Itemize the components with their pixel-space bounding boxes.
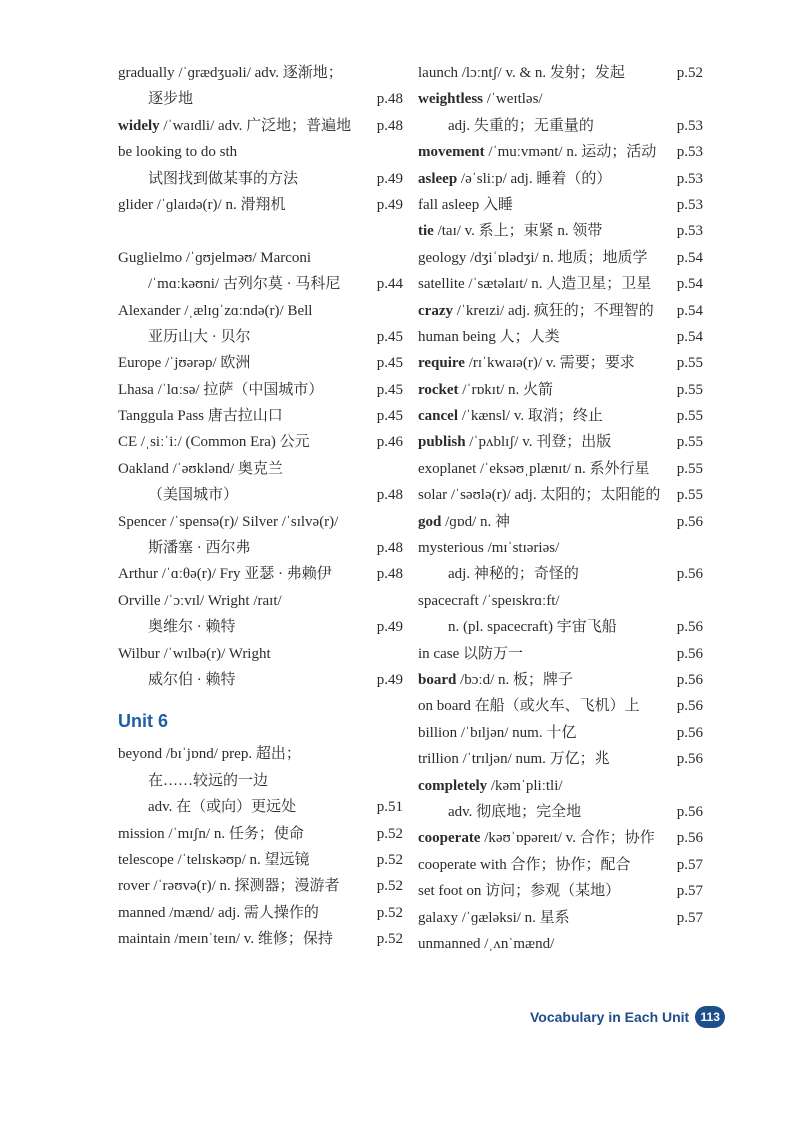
entry-text — [148, 271, 340, 297]
vocab-entry — [418, 350, 703, 376]
vocab-entry — [118, 324, 403, 350]
entry-definition: /əˈsliːp/ adj. 睡着（的） — [457, 170, 612, 187]
entry-definition: cooperate with 合作；协作；配合 — [418, 856, 631, 873]
vocab-entry — [418, 641, 703, 667]
entry-text — [418, 403, 603, 429]
entry-text — [448, 799, 581, 825]
entry-definition: 威尔伯 · 赖特 — [148, 671, 236, 688]
entry-text — [118, 377, 323, 403]
entry-text — [118, 900, 319, 926]
entry-definition: Orville /ˈɔːvɪl/ Wright /raɪt/ — [118, 592, 282, 609]
vocab-entry — [118, 873, 403, 899]
entry-text — [418, 456, 650, 482]
vocab-entry — [118, 166, 403, 192]
page-reference: p.46 — [376, 434, 403, 451]
page-reference: p.57 — [676, 883, 703, 900]
page-reference: p.52 — [376, 904, 403, 921]
vocab-entry — [418, 271, 703, 297]
entry-definition: exoplanet /ˈeksəʊˌplænɪt/ n. 系外行星 — [418, 460, 650, 477]
entry-text — [118, 847, 310, 873]
entry-definition: /ˈmuːvmənt/ n. 运动；活动 — [484, 144, 657, 161]
vocab-entry — [418, 825, 703, 851]
entry-definition: （美国城市） — [148, 487, 239, 504]
page-reference: p.48 — [376, 91, 403, 108]
entry-definition: launch /lɔːntʃ/ v. & n. 发射；发起 — [418, 65, 625, 81]
entry-definition: CE /ˌsiːˈiː/ (Common Era) 公元 — [118, 434, 310, 451]
entry-text — [418, 218, 602, 244]
page-reference: p.56 — [676, 803, 703, 820]
entry-text — [118, 192, 285, 218]
page-reference: p.55 — [676, 460, 703, 477]
entry-text — [448, 614, 617, 640]
vocab-entry — [418, 192, 703, 218]
vocab-entry — [118, 667, 403, 693]
vocab-entry — [118, 350, 403, 376]
headword: tie — [418, 223, 434, 240]
vocab-entry — [118, 614, 403, 640]
page-reference: p.56 — [676, 619, 703, 636]
vocab-entry — [418, 218, 703, 244]
headword: cancel — [418, 408, 458, 425]
vocab-entry — [118, 482, 403, 508]
vocab-entry — [118, 298, 403, 324]
entry-text — [418, 931, 554, 957]
entry-definition: adj. 神秘的；奇怪的 — [448, 566, 579, 583]
entry-definition: 奥维尔 · 赖特 — [148, 619, 236, 636]
entry-definition: human being 人；人类 — [418, 328, 560, 345]
entry-definition: n. (pl. spacecraft) 宇宙飞船 — [448, 619, 617, 636]
page-reference: p.48 — [376, 566, 403, 583]
entry-definition: glider /ˈɡlaɪdə(r)/ n. 滑翔机 — [118, 196, 286, 213]
vocab-entry — [118, 377, 403, 403]
vocab-entry — [418, 86, 703, 112]
entry-text — [148, 535, 251, 561]
entry-text — [418, 773, 563, 799]
vocab-entry — [418, 403, 703, 429]
vocab-entry — [118, 403, 403, 429]
entry-definition: solar /ˈsəʊlə(r)/ adj. 太阳的；太阳能的 — [418, 487, 661, 504]
page-reference: p.52 — [376, 851, 403, 868]
entry-definition: set foot on 访问；参观（某地） — [418, 883, 621, 900]
page-reference: p.54 — [676, 249, 703, 266]
entry-text — [418, 166, 611, 192]
vocab-entry — [418, 509, 703, 535]
entry-definition: in case 以防万一 — [418, 645, 523, 662]
headword: widely — [118, 117, 160, 134]
page-reference: p.55 — [676, 434, 703, 451]
page-reference: p.48 — [376, 117, 403, 134]
entry-text — [118, 60, 343, 86]
entry-definition: fall asleep 入睡 — [418, 196, 513, 213]
entry-definition: Spencer /ˈspensə(r)/ Silver /ˈsɪlvə(r)/ — [118, 513, 339, 530]
page-reference: p.48 — [376, 487, 403, 504]
entry-definition: unmanned /ˌʌnˈmænd/ — [418, 935, 555, 952]
vocab-entry — [118, 741, 403, 767]
footer-label: Vocabulary in Each Unit — [530, 1009, 690, 1025]
entry-text — [118, 926, 333, 952]
entry-text — [418, 482, 660, 508]
entry-definition: Alexander /ˌælɪɡˈzɑːndə(r)/ Bell — [118, 302, 313, 319]
headword: require — [418, 355, 465, 372]
entry-text — [418, 86, 543, 112]
entry-text — [418, 509, 510, 535]
page-reference: p.56 — [676, 751, 703, 768]
entry-text — [418, 588, 560, 614]
entry-definition: satellite /ˈsætəlaɪt/ n. 人造卫星；卫星 — [418, 276, 652, 293]
headword: rocket — [418, 381, 459, 398]
vocab-entry — [118, 926, 403, 952]
entry-text — [418, 139, 656, 165]
entry-text — [118, 561, 332, 587]
headword: board — [418, 671, 457, 688]
entry-definition: trillion /ˈtrɪljən/ num. 万亿；兆 — [418, 751, 610, 768]
entry-text — [118, 350, 250, 376]
entry-text — [118, 741, 301, 767]
page-reference: p.57 — [676, 909, 703, 926]
entry-definition: Europe /ˈjʊərəp/ 欧洲 — [118, 355, 251, 372]
entry-definition: spacecraft /ˈspeɪskrɑːft/ — [418, 592, 560, 609]
entry-text — [448, 561, 579, 587]
vocab-entry — [118, 113, 403, 139]
vocab-entry — [118, 60, 403, 86]
vocab-entry — [418, 852, 703, 878]
page-reference: p.56 — [676, 513, 703, 530]
headword: publish — [418, 434, 466, 451]
entry-definition: maintain /meɪnˈteɪn/ v. 维修；保持 — [118, 931, 333, 948]
entry-text — [118, 113, 351, 139]
entry-text — [418, 720, 576, 746]
entry-definition: 斯潘塞 · 西尔弗 — [148, 540, 251, 557]
headword: completely — [418, 777, 488, 794]
entry-text — [418, 746, 610, 772]
vocab-entry — [118, 561, 403, 587]
page-reference: p.55 — [676, 355, 703, 372]
entry-definition: /ˈkænsl/ v. 取消；终止 — [457, 408, 603, 425]
entry-definition: 逐步地 — [148, 91, 194, 108]
vocab-entry — [418, 535, 703, 561]
page-reference: p.56 — [676, 671, 703, 688]
page-reference: p.51 — [376, 799, 403, 816]
page-reference: p.55 — [676, 408, 703, 425]
entry-definition: Guglielmo /ˈɡʊjelməʊ/ Marconi — [118, 249, 312, 266]
entry-definition: gradually /ˈɡrædʒuəli/ adv. 逐渐地； — [118, 65, 343, 81]
entry-definition: mission /ˈmɪʃn/ n. 任务；使命 — [118, 825, 304, 842]
page-reference: p.49 — [376, 671, 403, 688]
entry-definition: /ˈpʌblɪʃ/ v. 刊登；出版 — [465, 434, 612, 451]
headword: asleep — [418, 170, 458, 187]
entry-text — [418, 878, 620, 904]
entry-definition: /taɪ/ v. 系上；束紧 n. 领带 — [433, 223, 603, 240]
page-reference: p.56 — [676, 698, 703, 715]
entry-text — [418, 245, 647, 271]
page-reference: p.53 — [676, 170, 703, 187]
vocab-entry — [418, 139, 703, 165]
vocab-entry — [418, 561, 703, 587]
page-reference: p.52 — [376, 878, 403, 895]
entry-definition: Lhasa /ˈlɑːsə/ 拉萨（中国城市） — [118, 381, 324, 398]
vocab-entry — [418, 905, 703, 931]
entry-text — [418, 825, 655, 851]
vocab-entry — [418, 377, 703, 403]
entry-text — [148, 324, 251, 350]
page-reference: p.54 — [676, 328, 703, 345]
entry-definition: 亚历山大 · 贝尔 — [148, 328, 251, 345]
page-reference: p.54 — [676, 276, 703, 293]
page-reference: p.52 — [376, 931, 403, 948]
vocab-entry — [418, 931, 703, 957]
entry-text — [118, 139, 237, 165]
vocab-entry — [418, 298, 703, 324]
entry-text — [418, 905, 570, 931]
entry-text — [418, 429, 611, 455]
entry-definition: geology /dʒiˈɒlədʒi/ n. 地质；地质学 — [418, 249, 648, 266]
entry-definition: /ˈwaɪdli/ adv. 广泛地；普遍地 — [159, 117, 352, 134]
headword: crazy — [418, 302, 453, 319]
entry-text — [418, 298, 654, 324]
vocab-entry — [418, 482, 703, 508]
page-reference: p.49 — [376, 196, 403, 213]
entry-definition: /rɪˈkwaɪə(r)/ v. 需要；要求 — [464, 355, 635, 372]
entry-definition: Arthur /ˈɑːθə(r)/ Fry 亚瑟 · 弗赖伊 — [118, 566, 332, 583]
vocab-entry — [418, 588, 703, 614]
vocab-entry — [418, 773, 703, 799]
headword: cooperate — [418, 830, 481, 847]
vocab-entry — [118, 847, 403, 873]
entry-text — [418, 641, 523, 667]
page-reference: p.48 — [376, 540, 403, 557]
entry-definition: /bɔːd/ n. 板；牌子 — [456, 671, 574, 688]
entry-text — [118, 873, 340, 899]
vocab-entry — [118, 139, 403, 165]
page-reference: p.45 — [376, 408, 403, 425]
headword: god — [418, 513, 442, 530]
right-column — [418, 60, 703, 957]
vocab-entry — [418, 324, 703, 350]
page-reference: p.53 — [676, 117, 703, 134]
unit-title: Unit 6 — [118, 711, 169, 732]
entry-definition: billion /ˈbɪljən/ num. 十亿 — [418, 724, 577, 741]
page-reference: p.53 — [676, 223, 703, 240]
entry-text — [148, 768, 268, 794]
entry-text — [418, 667, 573, 693]
entry-text — [448, 113, 594, 139]
entry-definition: Wilbur /ˈwɪlbə(r)/ Wright — [118, 645, 271, 662]
entry-definition: telescope /ˈtelɪskəʊp/ n. 望远镜 — [118, 851, 310, 868]
page-reference: p.56 — [676, 566, 703, 583]
vocab-entry — [118, 192, 403, 218]
entry-text — [118, 245, 311, 271]
page-reference: p.57 — [676, 856, 703, 873]
entry-definition: /ˈrɒkɪt/ n. 火箭 — [458, 381, 554, 398]
vocab-entry — [118, 218, 403, 244]
vocab-entry — [418, 720, 703, 746]
vocab-entry — [118, 794, 403, 820]
page-reference: p.45 — [376, 355, 403, 372]
entry-text — [118, 588, 282, 614]
page-reference: p.56 — [676, 724, 703, 741]
entry-definition: Oakland /ˈəʊklənd/ 奥克兰 — [118, 460, 283, 477]
vocab-entry — [118, 509, 403, 535]
page-reference: p.45 — [376, 381, 403, 398]
entry-text — [148, 166, 298, 192]
vocab-entry — [418, 878, 703, 904]
vocab-entry — [118, 271, 403, 297]
entry-definition: /kəmˈpliːtli/ — [487, 777, 563, 794]
entry-definition: 在……较远的一边 — [148, 772, 269, 789]
page-reference: p.55 — [676, 381, 703, 398]
entry-definition: adv. 彻底地；完全地 — [448, 803, 582, 820]
entry-text — [148, 86, 193, 112]
vocab-entry — [118, 86, 403, 112]
vocab-entry — [118, 641, 403, 667]
vocab-entry — [118, 456, 403, 482]
entry-definition: on board 在船（或火车、飞机）上 — [418, 698, 640, 715]
left-column — [118, 60, 403, 953]
entry-definition: 试图找到做某事的方法 — [148, 170, 299, 187]
entry-text — [118, 429, 310, 455]
entry-definition: manned /mænd/ adj. 需人操作的 — [118, 904, 319, 921]
entry-definition: galaxy /ˈɡæləksi/ n. 星系 — [418, 909, 570, 926]
entry-definition: be looking to do sth — [118, 144, 238, 161]
entry-text — [118, 509, 338, 535]
vocab-entry — [118, 821, 403, 847]
page-reference: p.52 — [376, 825, 403, 842]
page-reference: p.44 — [376, 276, 403, 293]
vocab-entry — [118, 245, 403, 271]
entry-text — [118, 403, 283, 429]
page-reference: p.49 — [376, 170, 403, 187]
page-reference: p.49 — [376, 619, 403, 636]
entry-definition: /ˈweɪtləs/ — [483, 91, 543, 108]
page-reference: p.52 — [676, 65, 703, 81]
page-reference: p.55 — [676, 487, 703, 504]
vocab-entry — [118, 535, 403, 561]
vocab-entry — [418, 429, 703, 455]
entry-text — [418, 192, 513, 218]
entry-definition: adj. 失重的；无重量的 — [448, 117, 594, 134]
page-reference: p.56 — [676, 645, 703, 662]
entry-text — [418, 852, 630, 878]
entry-text — [418, 693, 640, 719]
vocab-entry — [118, 768, 403, 794]
page-number-badge: 113 — [695, 1006, 725, 1028]
page-reference: p.45 — [376, 328, 403, 345]
vocab-entry — [418, 693, 703, 719]
vocab-entry — [118, 588, 403, 614]
entry-definition: /ˈkreɪzi/ adj. 疯狂的；不理智的 — [452, 302, 654, 319]
entry-text — [418, 535, 559, 561]
entry-text — [148, 794, 296, 820]
entry-definition: /ɡɒd/ n. 神 — [441, 513, 511, 530]
page-footer — [530, 1006, 725, 1028]
headword: movement — [418, 144, 485, 161]
vocab-entry — [418, 166, 703, 192]
vocab-entry — [418, 245, 703, 271]
entry-text — [148, 482, 238, 508]
entry-definition: /ˈmɑːkəʊni/ 古列尔莫 · 马科尼 — [148, 276, 341, 293]
vocab-entry — [418, 60, 703, 86]
vocab-entry — [418, 113, 703, 139]
entry-text — [118, 456, 283, 482]
entry-definition: Tanggula Pass 唐古拉山口 — [118, 408, 283, 425]
entry-text — [418, 60, 625, 86]
entry-definition: rover /ˈrəʊvə(r)/ n. 探测器；漫游者 — [118, 878, 340, 895]
page-reference: p.53 — [676, 144, 703, 161]
vocab-entry — [418, 456, 703, 482]
vocab-entry — [418, 667, 703, 693]
headword: weightless — [418, 91, 483, 108]
page-reference: p.56 — [676, 830, 703, 847]
entry-text — [418, 324, 560, 350]
entry-definition: beyond /bɪˈjɒnd/ prep. 超出； — [118, 746, 301, 763]
entry-text — [118, 298, 312, 324]
entry-text — [418, 350, 635, 376]
page-reference: p.54 — [676, 302, 703, 319]
entry-text — [118, 821, 304, 847]
vocab-entry — [418, 799, 703, 825]
entry-text — [148, 614, 236, 640]
entry-definition: /kəʊˈɒpəreɪt/ v. 合作；协作 — [480, 830, 655, 847]
entry-text — [418, 271, 651, 297]
entry-definition: mysterious /mɪˈstɪəriəs/ — [418, 540, 560, 557]
page-reference: p.53 — [676, 196, 703, 213]
entry-text — [148, 667, 236, 693]
vocab-entry — [418, 746, 703, 772]
entry-definition: adv. 在（或向）更远处 — [148, 799, 297, 816]
vocab-entry — [118, 900, 403, 926]
entry-text — [118, 641, 271, 667]
vocab-entry — [118, 429, 403, 455]
entry-text — [418, 377, 553, 403]
vocab-entry — [418, 614, 703, 640]
